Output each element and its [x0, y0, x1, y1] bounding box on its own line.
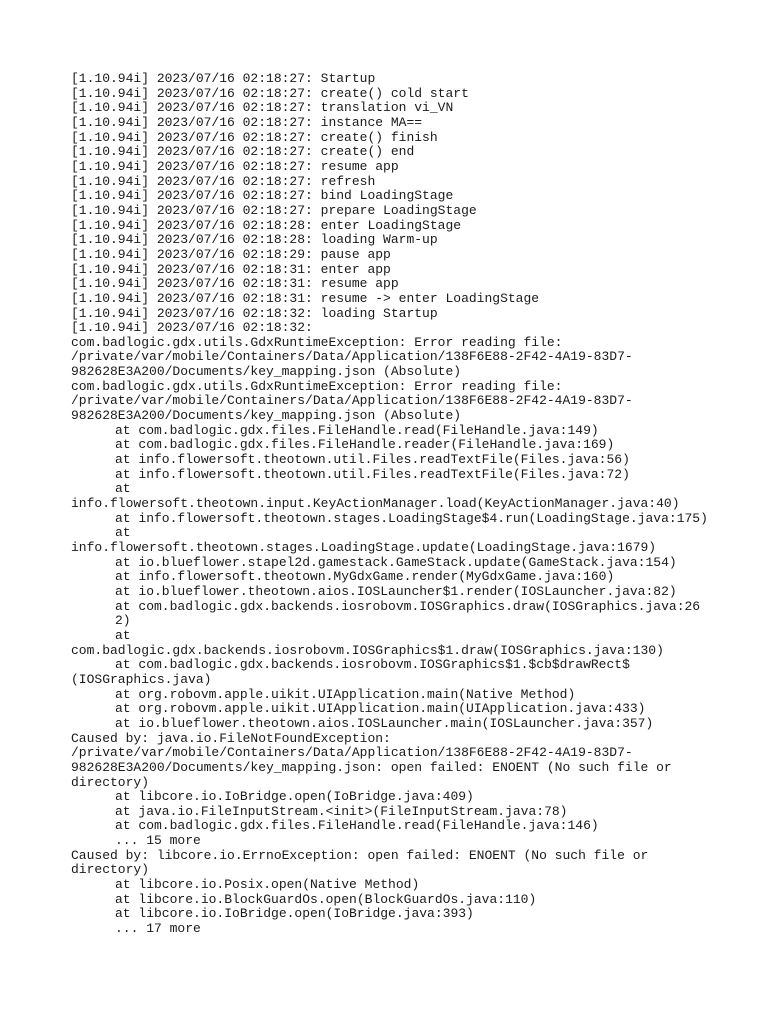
log-line: [1.10.94i] 2023/07/16 02:18:29: pause app: [71, 246, 391, 262]
stack-trace-line: at java.io.FileInputStream.<init>(FileInputStream.java:78): [115, 803, 568, 819]
stack-trace-line: at: [115, 627, 131, 643]
log-line: /private/var/mobile/Containers/Data/Application/138F6E88-2F42-4A19-83D7-: [71, 393, 633, 409]
log-line: directory): [71, 774, 150, 790]
stack-trace-line: at com.badlogic.gdx.files.FileHandle.read(FileHandle.java:146): [115, 818, 599, 834]
log-line: [1.10.94i] 2023/07/16 02:18:27: bind LoadingStage: [71, 188, 454, 204]
log-line: [1.10.94i] 2023/07/16 02:18:32: loading Startup: [71, 305, 438, 321]
stack-trace-line: at libcore.io.IoBridge.open(IoBridge.java:409): [115, 789, 474, 805]
log-line: Caused by: libcore.io.ErrnoException: open failed: ENOENT (No such file or: [71, 847, 649, 863]
log-line: [1.10.94i] 2023/07/16 02:18:31: enter app: [71, 261, 391, 277]
log-line: [1.10.94i] 2023/07/16 02:18:27: resume app: [71, 158, 399, 174]
log-line: [1.10.94i] 2023/07/16 02:18:28: enter LoadingStage: [71, 217, 462, 233]
log-line: com.badlogic.gdx.backends.iosrobovm.IOSGraphics$1.draw(IOSGraphics.java:130): [71, 642, 664, 658]
log-line: /private/var/mobile/Containers/Data/Application/138F6E88-2F42-4A19-83D7-: [71, 745, 633, 761]
stack-trace-line: at libcore.io.BlockGuardOs.open(BlockGuardOs.java:110): [115, 891, 537, 907]
stack-trace-line: ... 17 more: [115, 921, 201, 937]
log-line: [1.10.94i] 2023/07/16 02:18:31: resume -> enter LoadingStage: [71, 290, 540, 306]
log-line: [1.10.94i] 2023/07/16 02:18:27: refresh: [71, 173, 376, 189]
log-line: [1.10.94i] 2023/07/16 02:18:31: resume app: [71, 276, 399, 292]
log-line: info.flowersoft.theotown.stages.LoadingStage.update(LoadingStage.java:1679): [71, 540, 657, 555]
stack-trace-line: at com.badlogic.gdx.files.FileHandle.read(FileHandle.java:149): [115, 422, 599, 438]
stack-trace-line: at com.badlogic.gdx.backends.iosrobovm.IOSGraphics$1.$cb$drawRect$: [115, 657, 630, 673]
stack-trace-line: at: [115, 525, 131, 541]
stack-trace-line: at libcore.io.IoBridge.open(IoBridge.java:393): [115, 906, 474, 922]
log-line: [1.10.94i] 2023/07/16 02:18:32:: [71, 320, 313, 336]
stack-trace-line: at io.blueflower.theotown.aios.IOSLauncher$1.render(IOSLauncher.java:82): [115, 583, 677, 599]
log-line: Caused by: java.io.FileNotFoundException:: [71, 730, 391, 746]
log-line: 982628E3A200/Documents/key_mapping.json (Absolute): [71, 364, 462, 380]
stack-trace-line: at io.blueflower.stapel2d.gamestack.GameStack.update(GameStack.java:154): [115, 554, 677, 570]
log-line: com.badlogic.gdx.utils.GdxRuntimeException: Error reading file:: [71, 334, 563, 350]
stack-trace-line: at com.badlogic.gdx.files.FileHandle.reader(FileHandle.java:169): [115, 437, 615, 453]
stack-trace-line: at libcore.io.Posix.open(Native Method): [115, 877, 420, 893]
log-line: [1.10.94i] 2023/07/16 02:18:27: Startup: [71, 71, 376, 86]
log-line: [1.10.94i] 2023/07/16 02:18:27: translation vi_VN: [71, 100, 454, 116]
stack-trace-line: at info.flowersoft.theotown.util.Files.readTextFile(Files.java:72): [115, 466, 630, 482]
stack-trace-line: at info.flowersoft.theotown.util.Files.readTextFile(Files.java:56): [115, 452, 630, 468]
stack-trace-line: at com.badlogic.gdx.backends.iosrobovm.IOSGraphics.draw(IOSGraphics.java:262): [115, 598, 701, 629]
log-line: (IOSGraphics.java): [71, 671, 212, 687]
stack-trace-line: at info.flowersoft.theotown.stages.LoadingStage$4.run(LoadingStage.java:175): [115, 510, 708, 526]
log-line: /private/var/mobile/Containers/Data/Application/138F6E88-2F42-4A19-83D7-: [71, 349, 633, 365]
log-line: 982628E3A200/Documents/key_mapping.json: open failed: ENOENT (No such file or: [71, 759, 672, 775]
stack-trace-line: at org.robovm.apple.uikit.UIApplication.main(Native Method): [115, 686, 576, 702]
stack-trace-line: at org.robovm.apple.uikit.UIApplication.main(UIApplication.java:433): [115, 701, 646, 717]
log-line: com.badlogic.gdx.utils.GdxRuntimeException: Error reading file:: [71, 378, 563, 394]
log-text-block: [71, 72, 711, 937]
log-line: [1.10.94i] 2023/07/16 02:18:27: create() end: [71, 144, 415, 160]
stack-trace-line: at io.blueflower.theotown.aios.IOSLauncher.main(IOSLauncher.java:357): [115, 715, 654, 731]
log-line: [1.10.94i] 2023/07/16 02:18:27: create() finish: [71, 129, 438, 145]
stack-trace-line: ... 15 more: [115, 833, 201, 849]
stack-trace-line: at info.flowersoft.theotown.MyGdxGame.render(MyGdxGame.java:160): [115, 569, 615, 585]
log-line: directory): [71, 862, 150, 878]
log-line: 982628E3A200/Documents/key_mapping.json (Absolute): [71, 408, 462, 424]
log-line: [1.10.94i] 2023/07/16 02:18:27: create() cold start: [71, 85, 469, 101]
log-line: [1.10.94i] 2023/07/16 02:18:27: instance MA==: [71, 114, 423, 130]
log-line: info.flowersoft.theotown.input.KeyActionManager.load(KeyActionManager.java:40): [71, 496, 680, 512]
log-line: [1.10.94i] 2023/07/16 02:18:28: loading Warm-up: [71, 232, 438, 248]
log-line: [1.10.94i] 2023/07/16 02:18:27: prepare LoadingStage: [71, 202, 477, 218]
stack-trace-line: at: [115, 481, 131, 497]
